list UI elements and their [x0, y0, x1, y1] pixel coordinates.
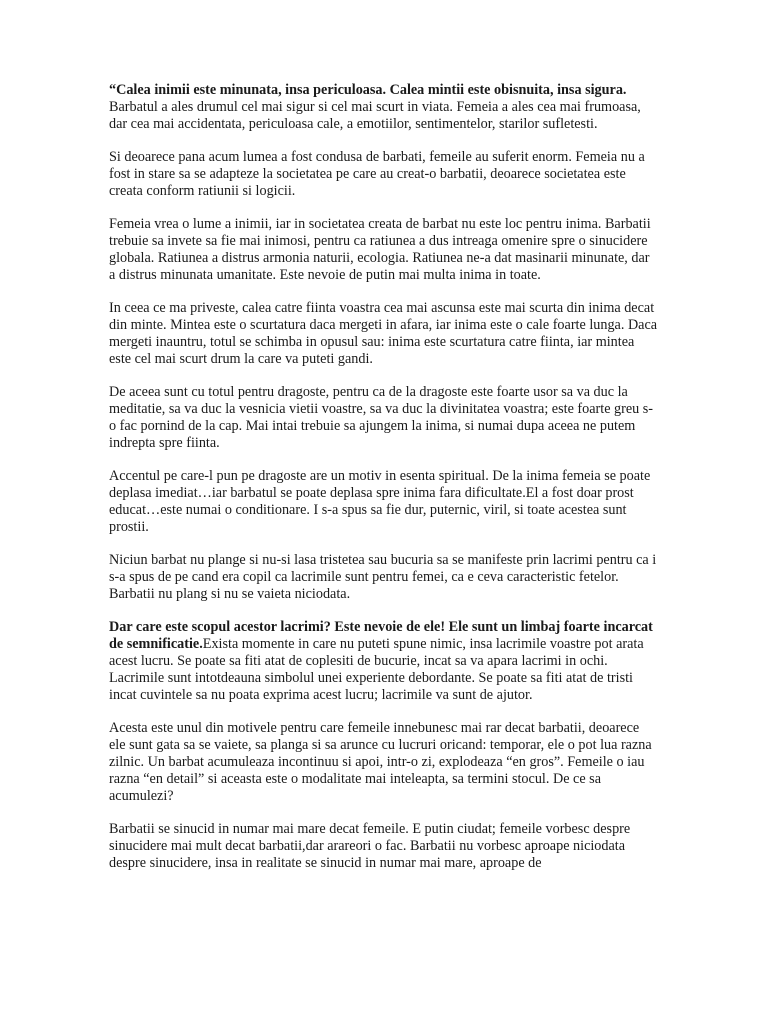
paragraph-text: Barbatul a ales drumul cel mai sigur si cel mai scurt in viata. Femeia a ales cea mai frumoasa, dar cea mai accidentata, periculoasa cale, a emotiilor, sentimentelor, starilor sufletesti. — [109, 99, 641, 132]
paragraph — [109, 720, 659, 805]
paragraph — [109, 300, 659, 368]
paragraph — [109, 384, 659, 452]
paragraph-text: Niciun barbat nu plange si nu-si lasa tristetea sau bucuria sa se manifeste prin lacrimi pentru ca i s-a spus de pe cand era copil ca lacrimile sunt pentru femei, ca e ceva caracteristic fetelor. Barbatii nu plang si nu se vaieta niciodata. — [109, 552, 657, 602]
paragraph-text: Femeia vrea o lume a inimii, iar in societatea creata de barbat nu este loc pentru inima. Barbatii trebuie sa invete sa fie mai inimosi, pentru ca ratiunea a dus intreaga omenire spre o sinucidere globala. Ratiunea a distrus armonia naturii, ecologia. Ratiunea ne-a dat masinarii minunate, dar a distrus minunata umanitate. Este nevoie de putin mai multa inima in toate. — [109, 216, 651, 283]
paragraph — [109, 149, 659, 200]
paragraph-text: Si deoarece pana acum lumea a fost condusa de barbati, femeile au suferit enorm. Femeia nu a fost in stare sa se adapteze la societatea pe care au creat-o barbatii, deoarece societatea este creata conform ratiunii si logicii. — [109, 149, 645, 199]
paragraph — [109, 468, 659, 536]
paragraph-bold-lead: Dar care este scopul acestor lacrimi? Este nevoie de ele! Ele sunt un limbaj foarte incarcat de semnificatie. — [109, 619, 653, 652]
paragraph-text: Barbatii se sinucid in numar mai mare decat femeile. E putin ciudat; femeile vorbesc despre sinucidere mai mult decat barbatii,dar arareori o fac. Barbatii nu vorbesc aproape niciodata despre sinucidere, insa in realitate se sinucid in numar mai mare, aproape de — [109, 821, 631, 871]
paragraph — [109, 552, 659, 603]
paragraph-text: Acesta este unul din motivele pentru care femeile innebunesc mai rar decat barbatii, deoarece ele sunt gata sa se vaiete, sa planga si sa arunce cu lucruri oricand: temporar, ele o pot lua razna zilnic. Un barbat acumuleaza incontinuu si apoi, intr-o zi, explodeaza “en gros”. Femeile o iau razna “en detail” si aceasta este o modalitate mai inteleapta, sa termini stocul. De ce sa acumulezi? — [109, 720, 652, 804]
paragraph-text: De aceea sunt cu totul pentru dragoste, pentru ca de la dragoste este foarte usor sa va duc la meditatie, sa va duc la vesnicia vietii voastre, sa va duc la divinitatea voastra; este foarte greu s-o fac pornind de la cap. Mai intai trebuie sa ajungem la inima, si numai dupa aceea ne putem indrepta spre fiinta. — [109, 384, 654, 451]
paragraph-text: In ceea ce ma priveste, calea catre fiinta voastra cea mai ascunsa este mai scurta din inima decat din minte. Mintea este o scurtatura daca mergeti in afara, iar inima este o cale foarte lunga. Daca mergeti inauntru, totul se schimba in opusul sau: inima este scurtatura catre fiinta, iar mintea este cel mai scurt drum la care va puteti gandi. — [109, 300, 658, 367]
document-page — [109, 82, 659, 888]
paragraph — [109, 82, 659, 133]
paragraph-bold-lead: “Calea inimii este minunata, insa periculoasa. Calea mintii este obisnuita, insa sigura. — [109, 82, 627, 98]
paragraph — [109, 619, 659, 704]
paragraph-text: Exista momente in care nu puteti spune nimic, insa lacrimile voastre pot arata acest lucru. Se poate sa fiti atat de coplesiti de bucurie, incat sa va apara lacrimi in ochi. Lacrimile sunt intotdeauna simbolul unei experiente debordante. Se poate sa fiti atat de tristi incat cuvintele sa nu poata exprima acest lucru; lacrimile va sunt de ajutor. — [109, 636, 644, 703]
paragraph-text: Accentul pe care-l pun pe dragoste are un motiv in esenta spiritual. De la inima femeia se poate deplasa imediat…iar barbatul se poate deplasa spre inima fara dificultate.El a fost doar prost educat…este numai o conditionare. I s-a spus sa fie dur, puternic, viril, si toate acestea sunt prostii. — [109, 468, 651, 535]
paragraph — [109, 216, 659, 284]
paragraph — [109, 821, 659, 872]
